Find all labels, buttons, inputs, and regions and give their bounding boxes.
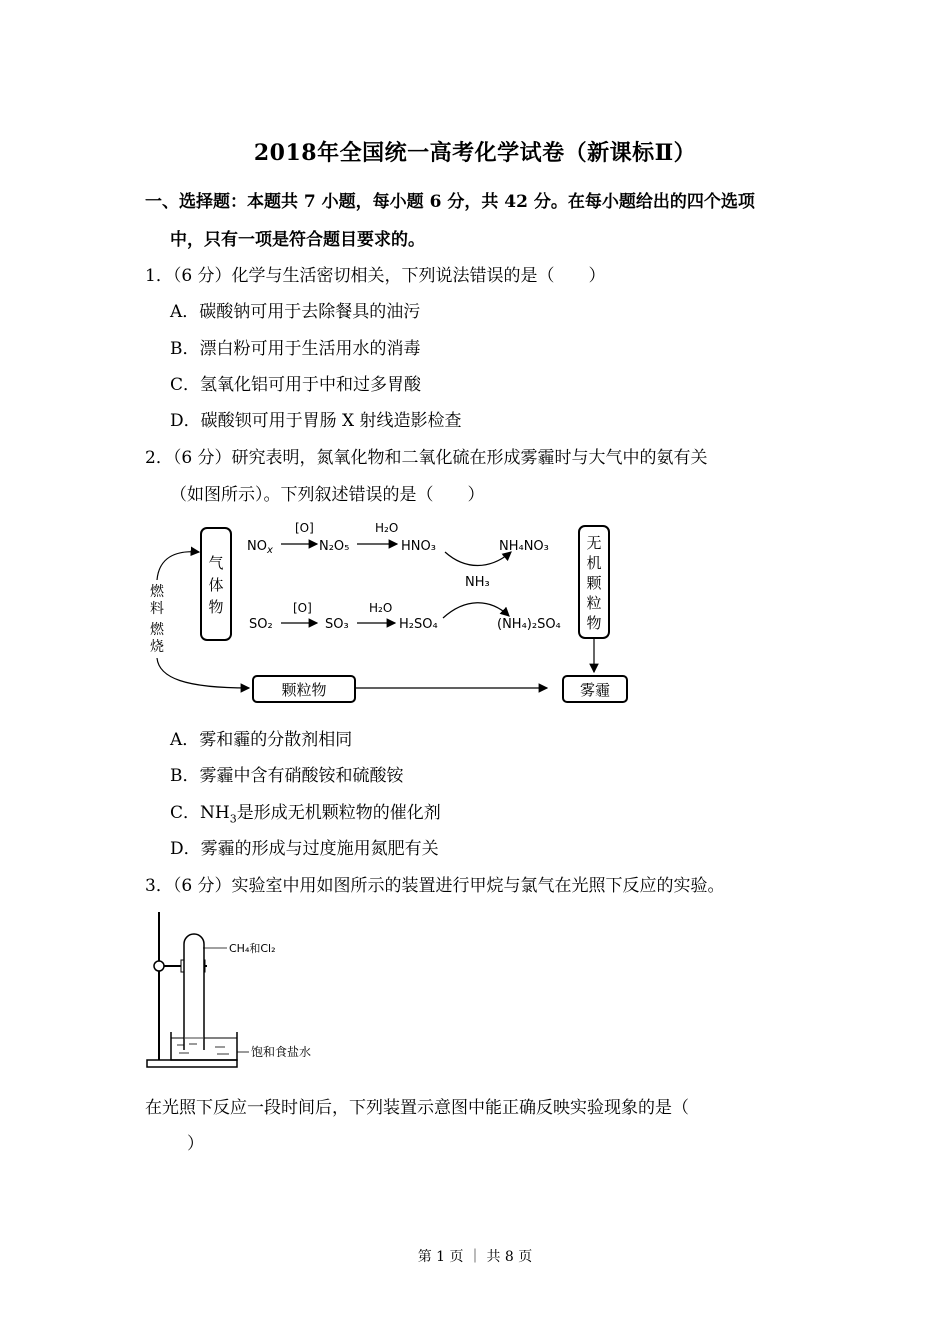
arrow-hno3-to-nh4no3 [445, 552, 511, 566]
species-n2o5: N₂O₅ [319, 539, 350, 554]
species-h2so4: H₂SO₄ [399, 617, 438, 632]
gas-box-char: 体 [208, 576, 224, 594]
species-nh4-2-so4: (NH₄)₂SO₄ [497, 617, 561, 632]
question-3-stem: 3．（6 分）实验室中用如图所示的装置进行甲烷与氯气在光照下反应的实验。 [145, 876, 725, 896]
fuel-label-char: 燃 [150, 622, 164, 638]
page-title: 2018年全国统一高考化学试卷（新课标Ⅱ） [253, 140, 697, 166]
species-so2: SO₂ [249, 617, 273, 632]
fuel-label-char: 烧 [150, 639, 164, 655]
inorganic-box-char: 颗 [586, 574, 602, 592]
question-3-follow-line2: ） [170, 1134, 204, 1154]
section-heading-line1: 一、选择题：本题共 7 小题，每小题 6 分，共 42 分。在每小题给出的四个选项 [145, 192, 755, 212]
fuel-label-char: 燃 [150, 584, 164, 600]
oxidant-label-1: [O] [295, 521, 314, 535]
arrow-h2so4-to-nh4so4 [443, 603, 509, 618]
test-tube [184, 934, 204, 1050]
inorganic-box-char: 粒 [586, 594, 602, 612]
gas-box-char: 气 [208, 554, 224, 572]
question-3-follow-line1: 在光照下反应一段时间后，下列装置示意图中能正确反映实验现象的是（ [145, 1098, 689, 1118]
fuel-to-gas-arrow [157, 552, 199, 580]
inorganic-box-char: 无 [586, 534, 602, 552]
species-nox: $NO_x$ [247, 539, 273, 556]
fuel-to-particles-arrow [157, 658, 249, 688]
species-so3: SO₃ [325, 617, 349, 632]
methane-chlorine-apparatus [145, 910, 345, 1075]
smog-formation-diagram [145, 518, 635, 710]
question-2-stem-line1: 2．（6 分）研究表明，氮氧化物和二氧化硫在形成雾霾时与大气中的氨有关 [145, 448, 708, 468]
particles-box-label: 颗粒物 [281, 681, 327, 699]
question-2-stem-line2: （如图所示）。下列叙述错误的是（ ） [170, 485, 485, 505]
question-1-option-b: B．漂白粉可用于生活用水的消毒 [170, 339, 421, 359]
species-nh4no3: NH₄NO₃ [499, 539, 549, 554]
nh3-label: NH₃ [465, 575, 490, 590]
question-1-option-c: C．氢氧化铝可用于中和过多胃酸 [170, 375, 422, 395]
stand-base [147, 1060, 237, 1067]
page-footer: 第 1 页 ｜ 共 8 页 [417, 1249, 533, 1265]
smog-box-label: 雾霾 [579, 681, 611, 699]
section-heading-line2: 中，只有一项是符合题目要求的。 [170, 230, 425, 250]
question-2-option-b: B．雾霾中含有硝酸铵和硫酸铵 [170, 766, 404, 786]
clamp-knob [154, 961, 164, 971]
question-1-stem: 1．（6 分）化学与生活密切相关，下列说法错误的是（ ） [145, 266, 606, 286]
liquid-label: 饱和食盐水 [251, 1045, 312, 1059]
question-1-option-a: A．碳酸钠可用于去除餐具的油污 [170, 302, 421, 322]
oxidant-label-2: [O] [293, 601, 312, 615]
gas-box-char: 物 [208, 598, 224, 616]
inorganic-box-char: 机 [586, 554, 602, 572]
gas-label: CH₄和Cl₂ [229, 942, 276, 955]
question-2-option-a: A．雾和霾的分散剂相同 [170, 730, 353, 750]
inorganic-box-char: 物 [586, 614, 602, 632]
question-2-option-d: D．雾霾的形成与过度施用氮肥有关 [170, 839, 439, 859]
fuel-label-char: 料 [150, 601, 164, 617]
water-label-1: H₂O [375, 521, 399, 535]
species-hno3: HNO₃ [401, 539, 436, 554]
question-1-option-d: D．碳酸钡可用于胃肠 X 射线造影检查 [170, 411, 462, 431]
water-label-2: H₂O [369, 601, 393, 615]
question-2-option-c: C．$NH_3$是形成无机颗粒物的催化剂 [170, 803, 441, 826]
